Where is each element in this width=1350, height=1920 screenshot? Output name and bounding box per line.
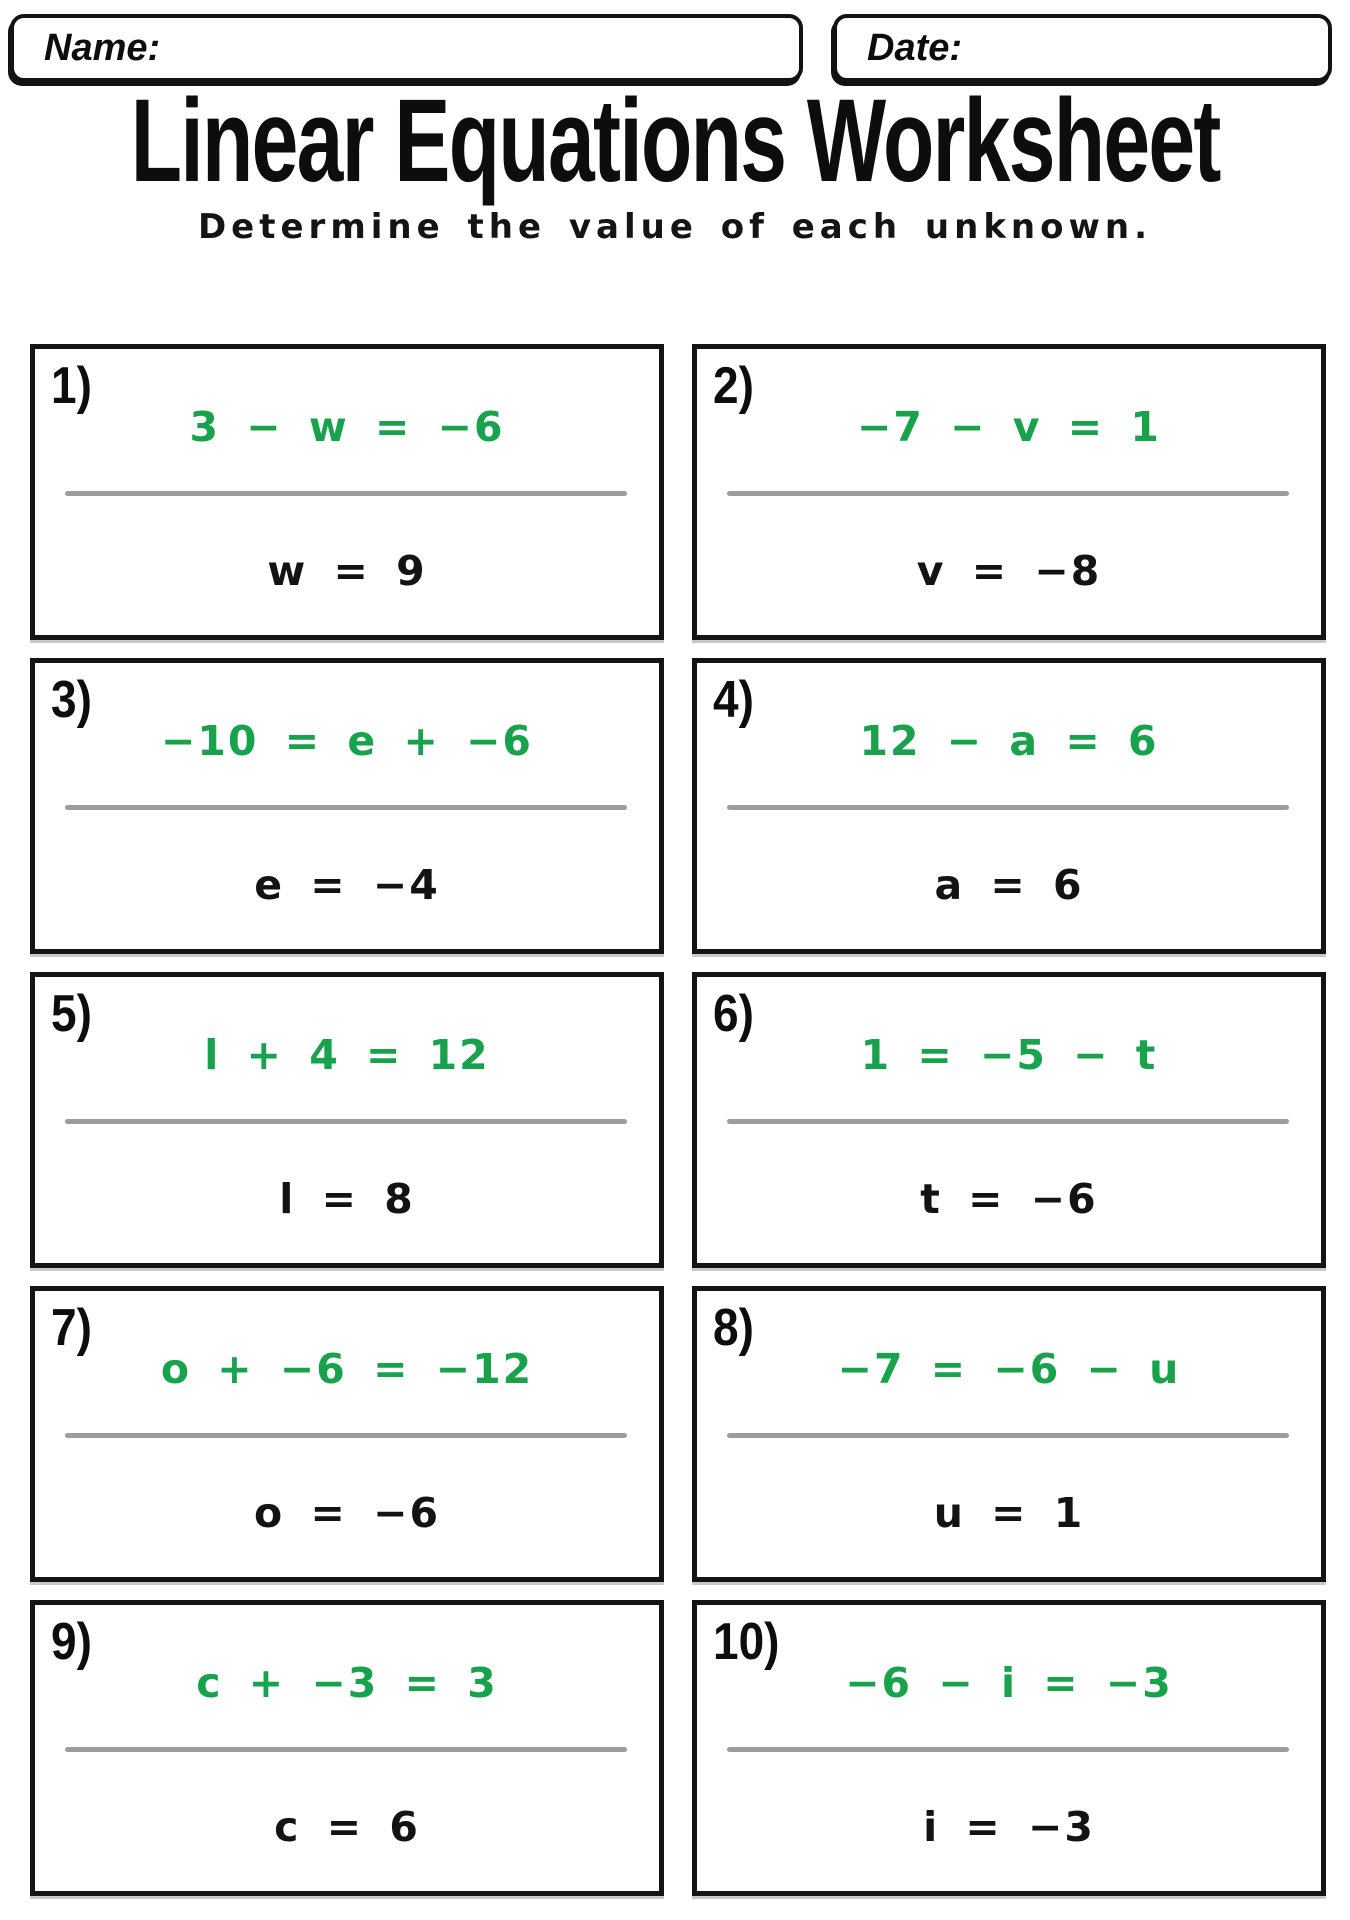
problem-answer: e = −4 (254, 861, 440, 909)
problem-number: 1) (51, 356, 92, 415)
problem-number: 5) (51, 984, 92, 1043)
problem-equation: −10 = e + −6 (161, 717, 533, 765)
problem-answer: u = 1 (933, 1489, 1085, 1537)
problem-equation: 1 = −5 − t (860, 1031, 1158, 1079)
problem-answer: i = −3 (923, 1803, 1095, 1851)
problem-equation: −6 − i = −3 (845, 1659, 1173, 1707)
name-label: Name: (44, 26, 161, 69)
problem-answer: w = 9 (267, 547, 427, 595)
problem-answer: t = −6 (920, 1175, 1098, 1223)
problem-card-1 (30, 344, 664, 640)
problem-card-3 (30, 658, 664, 954)
page-subtitle: Determine the value of each unknown. (197, 207, 1153, 247)
problem-card-10 (692, 1600, 1326, 1896)
problem-equation: l + 4 = 12 (204, 1031, 490, 1079)
name-field-box (10, 14, 803, 82)
problem-number: 2) (713, 356, 754, 415)
problem-number: 9) (51, 1612, 92, 1671)
answer-divider (727, 1119, 1289, 1124)
problem-card-4 (692, 658, 1326, 954)
problem-equation: o + −6 = −12 (160, 1345, 534, 1393)
problem-answer: v = −8 (916, 547, 1102, 595)
answer-divider (65, 491, 627, 496)
problem-card-8 (692, 1286, 1326, 1582)
answer-divider (727, 1747, 1289, 1752)
problems-grid (30, 344, 1326, 1896)
answer-divider (65, 1747, 627, 1752)
problem-equation: 12 − a = 6 (859, 717, 1159, 765)
problem-answer: c = 6 (274, 1803, 420, 1851)
problem-answer: o = −6 (254, 1489, 440, 1537)
problem-card-2 (692, 344, 1326, 640)
problem-equation: −7 − v = 1 (857, 403, 1161, 451)
problem-card-6 (692, 972, 1326, 1268)
page-title: Linear Equations Worksheet (130, 74, 1220, 207)
answer-divider (727, 805, 1289, 810)
problem-card-7 (30, 1286, 664, 1582)
problem-equation: c + −3 = 3 (196, 1659, 498, 1707)
problem-number: 3) (51, 670, 92, 729)
problem-number: 7) (51, 1298, 92, 1357)
problem-card-5 (30, 972, 664, 1268)
answer-divider (65, 1433, 627, 1438)
problem-number: 10) (713, 1612, 780, 1671)
answer-divider (727, 491, 1289, 496)
date-label: Date: (867, 26, 963, 69)
title-wrap (0, 74, 1350, 207)
problem-equation: −7 = −6 − u (837, 1345, 1181, 1393)
date-field-box (833, 14, 1332, 82)
answer-divider (727, 1433, 1289, 1438)
problem-equation: 3 − w = −6 (189, 403, 505, 451)
problem-answer: a = 6 (934, 861, 1084, 909)
problem-number: 6) (713, 984, 754, 1043)
problem-card-9 (30, 1600, 664, 1896)
header (10, 14, 1332, 82)
answer-divider (65, 805, 627, 810)
problem-answer: l = 8 (279, 1175, 415, 1223)
answer-divider (65, 1119, 627, 1124)
problem-number: 4) (713, 670, 754, 729)
problem-number: 8) (713, 1298, 754, 1357)
